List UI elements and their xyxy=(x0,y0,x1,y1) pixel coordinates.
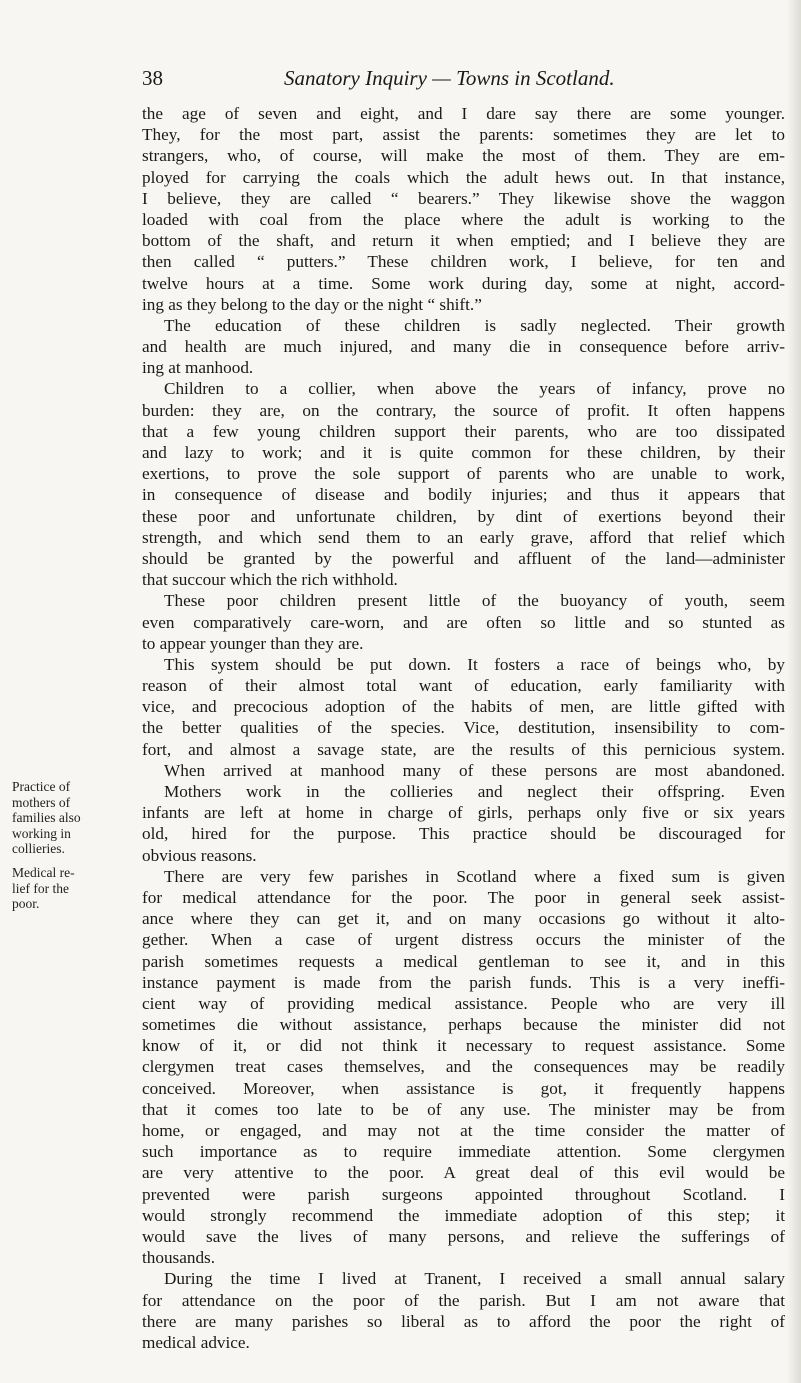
text-line: would strongly recommend the immediate adoption of this step; it xyxy=(142,1205,785,1225)
page-number: 38 xyxy=(142,66,163,90)
text-line: there are many parishes so liberal as to afford the poor the right of xyxy=(142,1311,785,1331)
margin-note-mothers xyxy=(12,779,130,857)
text-line: for attendance on the poor of the parish. But I am not aware that xyxy=(142,1290,785,1310)
text-line: Children to a collier, when above the years of infancy, prove no xyxy=(164,379,785,399)
text-line: I believe, they are called “ bearers.” They likewise shove the waggon xyxy=(142,188,785,208)
margin-note-line: lief for the xyxy=(12,880,69,896)
text-line: old, hired for the purpose. This practice should be discouraged for xyxy=(142,824,785,844)
text-line: thousands. xyxy=(142,1248,216,1268)
text-line: obvious reasons. xyxy=(142,845,257,865)
text-line: bottom of the shaft, and return it when emptied; and I believe they are xyxy=(142,231,785,251)
text-line: conceived. Moreover, when assistance is got, it frequently happens xyxy=(142,1078,785,1098)
text-line: fort, and almost a savage state, are the results of this pernicious system. xyxy=(142,739,785,759)
text-line: to appear younger than they are. xyxy=(142,633,364,653)
text-line: should be granted by the powerful and affluent of the land—administer xyxy=(142,548,785,568)
text-line: parish sometimes requests a medical gentleman to see it, and in this xyxy=(142,951,785,971)
text-line: There are very few parishes in Scotland where a fixed sum is given xyxy=(164,866,785,886)
text-line: When arrived at manhood many of these persons are most abandoned. xyxy=(164,760,785,780)
text-line: infants are left at home in charge of girls, perhaps only five or six years xyxy=(142,803,785,823)
text-line: such importance as to require immediate attention. Some clergymen xyxy=(142,1142,785,1162)
text-line: clergymen treat cases themselves, and the consequences may be readily xyxy=(142,1057,785,1077)
body-text xyxy=(142,103,785,1353)
text-line: medical advice. xyxy=(142,1332,250,1352)
text-line: vice, and precocious adoption of the habits of men, are little gifted with xyxy=(142,697,785,717)
text-line: know of it, or did not think it necessary to request assistance. Some xyxy=(142,1036,785,1056)
margin-note-line: families also xyxy=(12,810,81,825)
text-line: and lazy to work; and it is quite common for these children, by their xyxy=(142,443,785,462)
text-line: ance where they can get it, and on many occasions go without it alto- xyxy=(142,909,785,929)
text-line: burden: they are, on the contrary, the source of profit. It often happens xyxy=(142,400,785,420)
text-line: then called “ putters.” These children work, I believe, for ten and xyxy=(142,252,785,272)
text-line: During the time I lived at Tranent, I received a small annual salary xyxy=(164,1269,785,1289)
text-line: ing as they belong to the day or the night “ shift.” xyxy=(142,294,482,314)
running-title: Sanatory Inquiry — Towns in Scotland. xyxy=(284,66,615,90)
text-line: sometimes die without assistance, perhaps because the minister did not xyxy=(142,1015,785,1035)
margin-note-medical-relief xyxy=(12,865,130,912)
text-line: Mothers work in the collieries and neglect their offspring. Even xyxy=(164,782,785,801)
text-line: the better qualities of the species. Vice, destitution, insensibility to com- xyxy=(142,718,785,738)
text-line: gether. When a case of urgent distress occurs the minister of the xyxy=(142,930,785,950)
margin-note-line: Medical re- xyxy=(12,865,75,880)
text-line: that it comes too late to be of any use. The minister may be from xyxy=(142,1099,785,1119)
text-line: loaded with coal from the place where the adult is working to the xyxy=(142,209,785,229)
text-line: They, for the most part, assist the parents: sometimes they are let to xyxy=(142,125,785,145)
page-edge-shadow xyxy=(787,0,801,1383)
text-line: The education of these children is sadly neglected. Their growth xyxy=(164,315,785,335)
text-line: This system should be put down. It fosters a race of beings who, by xyxy=(164,654,785,674)
margin-note-line: poor. xyxy=(12,896,40,911)
text-line: home, or engaged, and may not at the time consider the matter of xyxy=(142,1121,785,1140)
text-line: ployed for carrying the coals which the adult hews out. In that instance, xyxy=(142,167,785,187)
text-line: strangers, who, of course, will make the most of them. They are em- xyxy=(142,146,785,166)
text-line: instance payment is made from the parish funds. This is a very ineffi- xyxy=(142,972,785,992)
text-line: cient way of providing medical assistance. People who are very ill xyxy=(142,993,785,1013)
margin-note-line: working in xyxy=(12,825,71,841)
text-line: strength, and which send them to an early grave, afford that relief which xyxy=(142,527,785,547)
text-line: for medical attendance for the poor. The poor in general seek assist- xyxy=(142,887,785,907)
text-line: the age of seven and eight, and I dare say there are some younger. xyxy=(142,104,785,123)
text-line: reason of their almost total want of education, early familiarity with xyxy=(142,676,785,696)
text-line: these poor and unfortunate children, by dint of exertions beyond their xyxy=(142,506,785,526)
margin-note-line: mothers of xyxy=(12,794,71,810)
text-line: in consequence of disease and bodily injuries; and thus it appears that xyxy=(142,485,785,505)
text-line: that a few young children support their parents, who are too dissipated xyxy=(142,421,785,441)
text-line: These poor children present little of the buoyancy of youth, seem xyxy=(164,591,785,611)
page-header xyxy=(0,66,801,96)
text-line: exertions, to prove the sole support of parents who are unable to work, xyxy=(142,464,785,484)
text-line: and health are much injured, and many die in consequence before arriv- xyxy=(142,337,785,357)
text-line: ing at manhood. xyxy=(142,358,254,378)
margin-note-line: collieries. xyxy=(12,841,65,856)
text-line: that succour which the rich withhold. xyxy=(142,570,398,590)
text-line: prevented were parish surgeons appointed throughout Scotland. I xyxy=(142,1184,785,1204)
text-line: would save the lives of many persons, and relieve the sufferings of xyxy=(142,1226,785,1246)
text-line: even comparatively care-worn, and are often so little and so stunted as xyxy=(142,612,785,632)
text-line: are very attentive to the poor. A great deal of this evil would be xyxy=(142,1163,785,1183)
text-line: twelve hours at a time. Some work during day, some at night, accord- xyxy=(142,273,785,293)
margin-note-line: Practice of xyxy=(12,779,71,794)
